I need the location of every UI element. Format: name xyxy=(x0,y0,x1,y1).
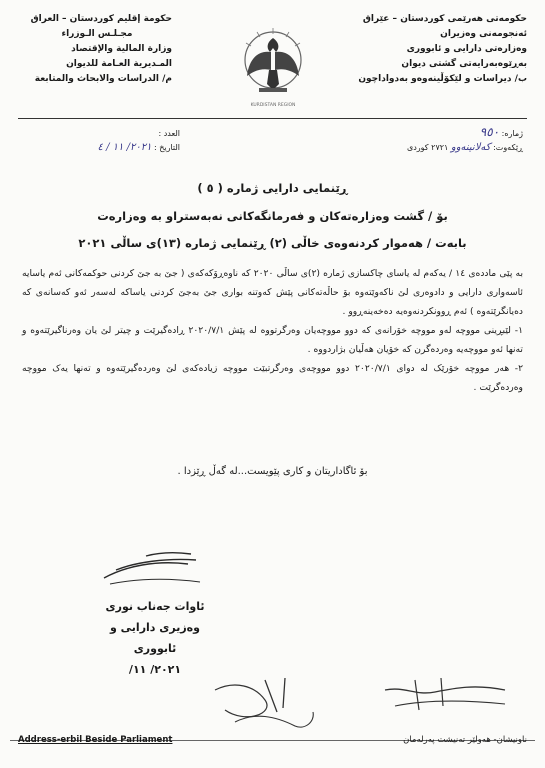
arabic-date-row xyxy=(70,141,180,155)
header-arabic-line: وزارة المالية والإقتصاد xyxy=(71,44,172,54)
arabic-reference-block xyxy=(70,127,180,155)
page-footer xyxy=(10,735,535,763)
header-arabic-line: حكومة إقليم كوردستان – العراق xyxy=(30,14,172,24)
kurdistan-emblem xyxy=(221,18,325,116)
reference-date-row xyxy=(407,141,523,155)
reference-number-label: ژمارە: xyxy=(501,129,523,138)
reference-number-value: ٩٥٠ xyxy=(479,125,500,139)
header-kurdish-line: بەڕێوەبەرایەتی گشتی دیوان xyxy=(401,59,527,69)
header-kurdish-line: وەزارەتی دارایی و ئابووری xyxy=(406,44,527,54)
eagle-sun-emblem-icon xyxy=(221,18,325,116)
header-kurdish-line: ئەنجومەنی وەزیران xyxy=(440,29,527,39)
header-arabic-line: مجـلـس الـوزراء xyxy=(61,29,133,39)
signatory-position: وەزیری دارایی و ئابووری xyxy=(110,621,200,655)
handwritten-annotations-icon xyxy=(205,660,525,740)
footer-address-kurdish: ناونیشان- هەولێر تەنیشت پەرلەمان xyxy=(403,735,527,745)
arabic-date-value: ٢٠٢١/ ١١ / ٤ xyxy=(97,142,152,153)
header-arabic-line: المـديرية العـامة للديوان xyxy=(66,59,172,69)
body-paragraph-intro: بە پێی ماددەی ١٤ / یەکەم لە یاسای چاکسازی ژمارە (٢)ی ساڵی ٢٠٢٠ کە ناوەڕۆکەکەی ( جێ بە جێ کردنی حوکمەکانی ئەم یاسایە ئاسەواری دارایی و دادوەری لێ ناکەوێتەوە بۆ حاڵەتەکانی پێش کەوتنە بواری جێ بەجێ کردنی یاساکە لەسەر ئەو کەسانەی کە دەیانگرێتەوە ) ئەم ڕوونکردنەوەیە دەخەینەڕوو . xyxy=(22,268,524,317)
reference-date-label: ڕێکەوت: xyxy=(493,143,523,152)
header-kurdish-line: ب/ دیراسات و لێکۆڵینەوەو بەدواداچون xyxy=(358,74,527,84)
reference-date-kurdish: ٢٧٢١ کوردی xyxy=(406,143,449,152)
closing-line: بۆ ئاگاداریتان و کاری پێویست...لە گەڵ ڕێزدا . xyxy=(177,466,368,477)
subject-line: بابەت / هەموار کردنەوەی خاڵی (٢) ڕێنمایی ژمارە (١٣)ی ساڵی ٢٠٢١ xyxy=(78,236,467,250)
header-divider xyxy=(18,118,527,119)
header-arabic-line: م/ الدراسات والابحاث والمتابعة xyxy=(34,74,172,84)
body-paragraph-point-2: ٢- هەر مووچە خۆرێک لە دوای ٢٠٢٠/٧/١ دوو مووچەی وەرگرتبێت مووچە زیادەکەی لێ وەردەگیرێتەوە و تەنها یەک مووچە وەردەگرێت . xyxy=(22,363,523,393)
body-paragraph-point-1: ١- لێبڕینی مووچە لەو مووچە خۆرانەی کە دوو مووچەیان وەرگرتووە لە پێش ٢٠٢٠/٧/١ ڕادەگیرێت و چیتر لێ یان وەرناگیرێتەوە و تەنها ئەو مووچەیە وەردەگرن کە خۆیان هەڵیان بژاردووە . xyxy=(22,325,524,355)
signature-block xyxy=(90,596,220,680)
document-title: ڕێنمایی دارایی ژمارە ( ٥ ) xyxy=(197,181,348,195)
signature-date: ٢٠٢١/ ١١/ xyxy=(128,663,182,676)
letter-body xyxy=(22,264,523,397)
minister-signature-icon xyxy=(96,548,206,593)
header-arabic xyxy=(22,12,172,87)
arabic-number-label: العدد : xyxy=(158,129,180,138)
recipient-line: بۆ / گشت وەزارەتەکان و فەرمانگەکانی نەبەستراو بە وەزارەت xyxy=(97,209,448,223)
arabic-date-label: التاريخ : xyxy=(153,143,180,152)
footer-address-english: Address-erbil Beside Parliament xyxy=(18,735,173,745)
emblem-caption: KURDISTAN REGION xyxy=(250,103,296,108)
header-kurdish xyxy=(358,12,527,87)
reference-block xyxy=(407,125,523,155)
reference-date-handwritten: کەلانینەوو xyxy=(450,142,491,153)
signatory-name: ئاوات جەناب نوری xyxy=(105,600,205,613)
reference-number-row xyxy=(407,125,523,141)
header-kurdish-line: حکومەتی هەرێمی کوردستان – عێراق xyxy=(362,14,527,24)
